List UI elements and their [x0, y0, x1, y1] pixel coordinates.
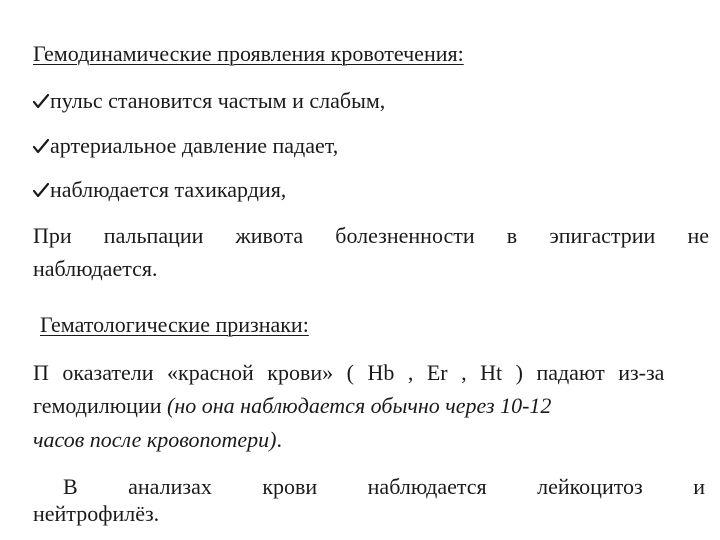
- blood-line: [33, 426, 282, 454]
- blood-line: [33, 392, 551, 420]
- bullet-text: наблюдается тахикардия,: [50, 177, 287, 202]
- blood-text: гемодилюции: [33, 393, 167, 418]
- checkmark-icon: [33, 138, 49, 154]
- blood-italic-text: часов после кровопотери): [33, 427, 277, 452]
- heading-hemodynamic: Гемодинамические проявления кровотечения:: [33, 41, 464, 66]
- analysis-line: В анализах крови наблюдается лейкоцитоз и: [63, 474, 705, 499]
- palpation-line: наблюдается.: [33, 256, 158, 281]
- blood-italic-text: (но она наблюдается обычно через 10-12: [167, 393, 552, 418]
- palpation-line: При пальпации живота болезненности в эпигастрии не: [33, 223, 709, 248]
- heading-hematological: Гематологические признаки:: [40, 312, 309, 337]
- bullet-item: [33, 176, 286, 204]
- blood-text: .: [276, 427, 282, 452]
- bullet-text: пульс становится частым и слабым,: [50, 88, 386, 113]
- blood-line: П оказатели «красной крови» ( Hb , Er , Ht ) падают из-за: [33, 360, 665, 385]
- checkmark-icon: [33, 93, 49, 109]
- bullet-item: [33, 132, 338, 160]
- checkmark-icon: [33, 182, 49, 198]
- bullet-item: [33, 87, 385, 115]
- bullet-text: артериальное давление падает,: [50, 133, 339, 158]
- analysis-line: нейтрофилёз.: [33, 501, 160, 526]
